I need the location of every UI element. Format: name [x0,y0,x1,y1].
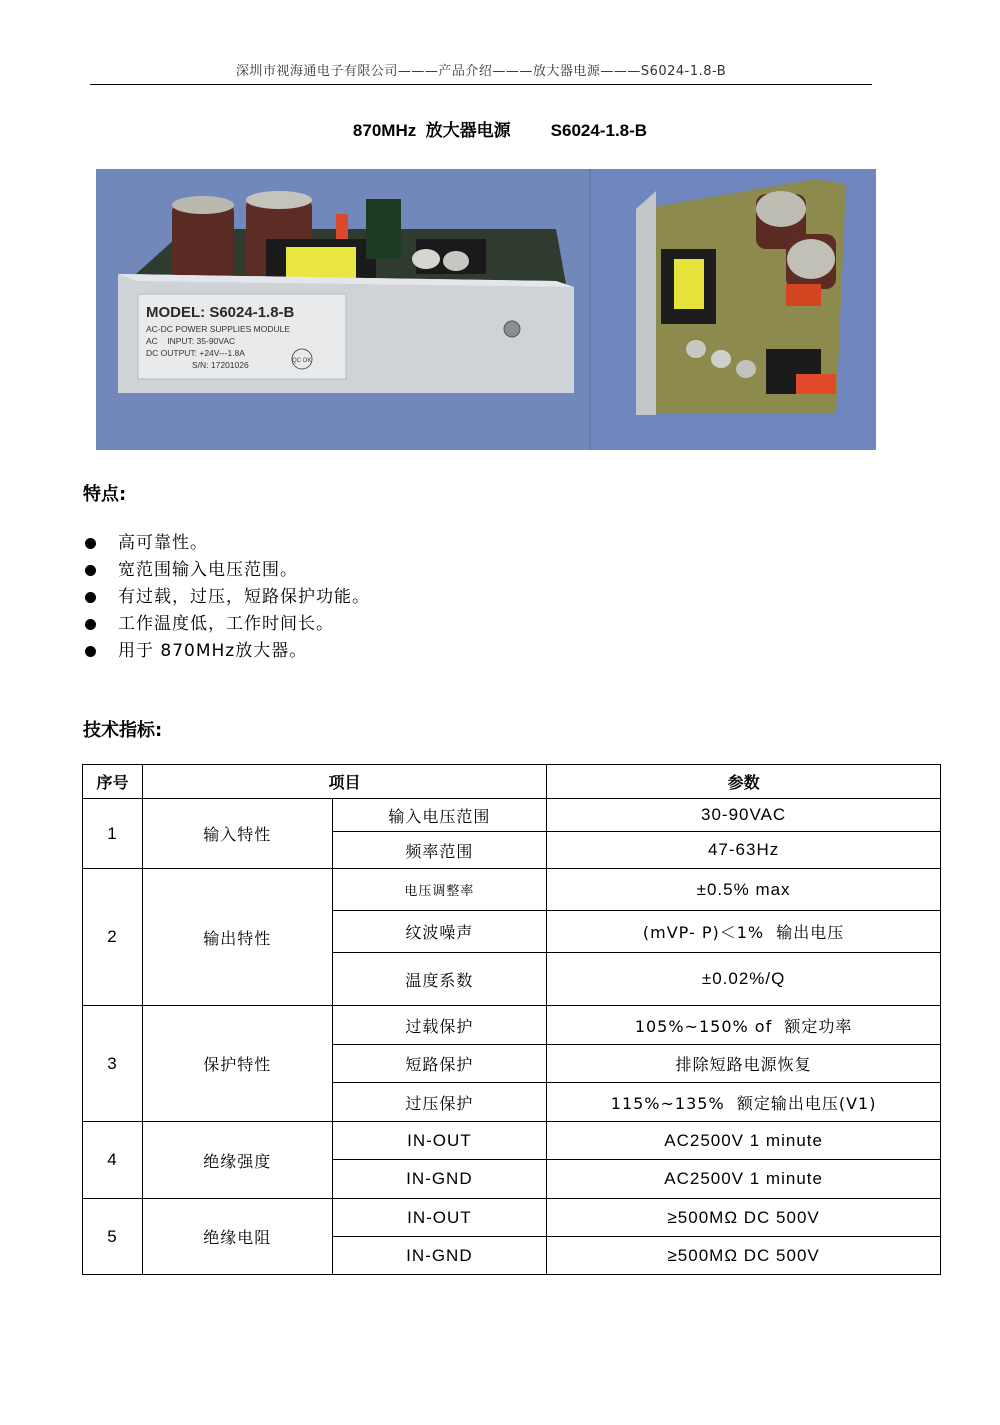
document-title [0,116,1000,141]
bullet-icon [85,565,96,576]
header-item: 项目 [142,765,546,799]
label-line-1: AC-DC POWER SUPPLIES MODULE [146,324,291,334]
table-row [83,799,941,832]
row-item: IN-OUT [332,1199,547,1237]
row-value: (mVP- P)＜1% 输出电压 [547,911,941,953]
page-header: 深圳市视海通电子有限公司———产品介绍———放大器电源———S6024-1.8-B [235,64,727,79]
bullet-icon [85,646,96,657]
row-value: ±0.02%/Q [547,953,941,1006]
product-photo [96,169,876,450]
group-name: 输出特性 [142,869,332,1006]
label-line-4: S/N: 17201026 [192,360,249,370]
row-item: IN-GND [332,1237,547,1275]
row-value: AC2500V 1 minute [547,1160,941,1199]
header-no: 序号 [83,765,143,799]
row-item: 电压调整率 [332,869,547,911]
row-value: 排除短路电源恢复 [547,1045,941,1083]
list-item: 有过载，过压，短路保护功能。 [83,584,370,611]
table-row [83,1006,941,1045]
label-line-3: DC OUTPUT: +24V---1.8A [146,348,245,358]
features-heading: 特点: [83,484,127,505]
table-row [83,1199,941,1237]
row-item: 温度系数 [332,953,547,1006]
group-no: 3 [83,1006,143,1122]
row-value: 30-90VAC [547,799,941,832]
group-no: 2 [83,869,143,1006]
list-item: 宽范围输入电压范围。 [83,557,370,584]
spec-table [82,764,941,1275]
row-item: 过载保护 [332,1006,547,1045]
row-item: 过压保护 [332,1083,547,1122]
list-item: 工作温度低，工作时间长。 [83,611,370,638]
row-value: ≥500MΩ DC 500V [547,1237,941,1275]
row-item: IN-GND [332,1160,547,1199]
bullet-icon [85,592,96,603]
title-product: 870MHz 放大器电源 [352,121,511,140]
bullet-icon [85,538,96,549]
features-list [83,530,370,665]
group-no: 4 [83,1122,143,1199]
list-item: 用于 870MHz放大器。 [83,638,370,665]
qc-mark: QC OK [292,358,312,364]
row-item: 输入电压范围 [332,799,547,832]
row-value: 115%~135% 额定输出电压(V1) [547,1083,941,1122]
row-value: 47-63Hz [547,832,941,869]
row-value: ≥500MΩ DC 500V [547,1199,941,1237]
label-line-2: AC INPUT: 35-90VAC [146,336,236,346]
row-item: 短路保护 [332,1045,547,1083]
specs-heading: 技术指标: [83,720,163,741]
label-model: MODEL: S6024-1.8-B [146,304,295,321]
row-value: AC2500V 1 minute [547,1122,941,1160]
row-item: 纹波噪声 [332,911,547,953]
bullet-icon [85,619,96,630]
table-header-row [83,765,941,799]
group-name: 绝缘强度 [142,1122,332,1199]
group-no: 1 [83,799,143,869]
row-item: IN-OUT [332,1122,547,1160]
group-name: 输入特性 [142,799,332,869]
table-row [83,869,941,911]
group-no: 5 [83,1199,143,1275]
row-value: 105%~150% of 额定功率 [547,1006,941,1045]
group-name: 保护特性 [142,1006,332,1122]
list-item: 高可靠性。 [83,530,370,557]
row-item: 频率范围 [332,832,547,869]
header-rule [90,84,872,85]
table-row [83,1122,941,1160]
row-value: ±0.5% max [547,869,941,911]
group-name: 绝缘电阻 [142,1199,332,1275]
header-param: 参数 [547,765,941,799]
title-model: S6024-1.8-B [550,121,648,140]
